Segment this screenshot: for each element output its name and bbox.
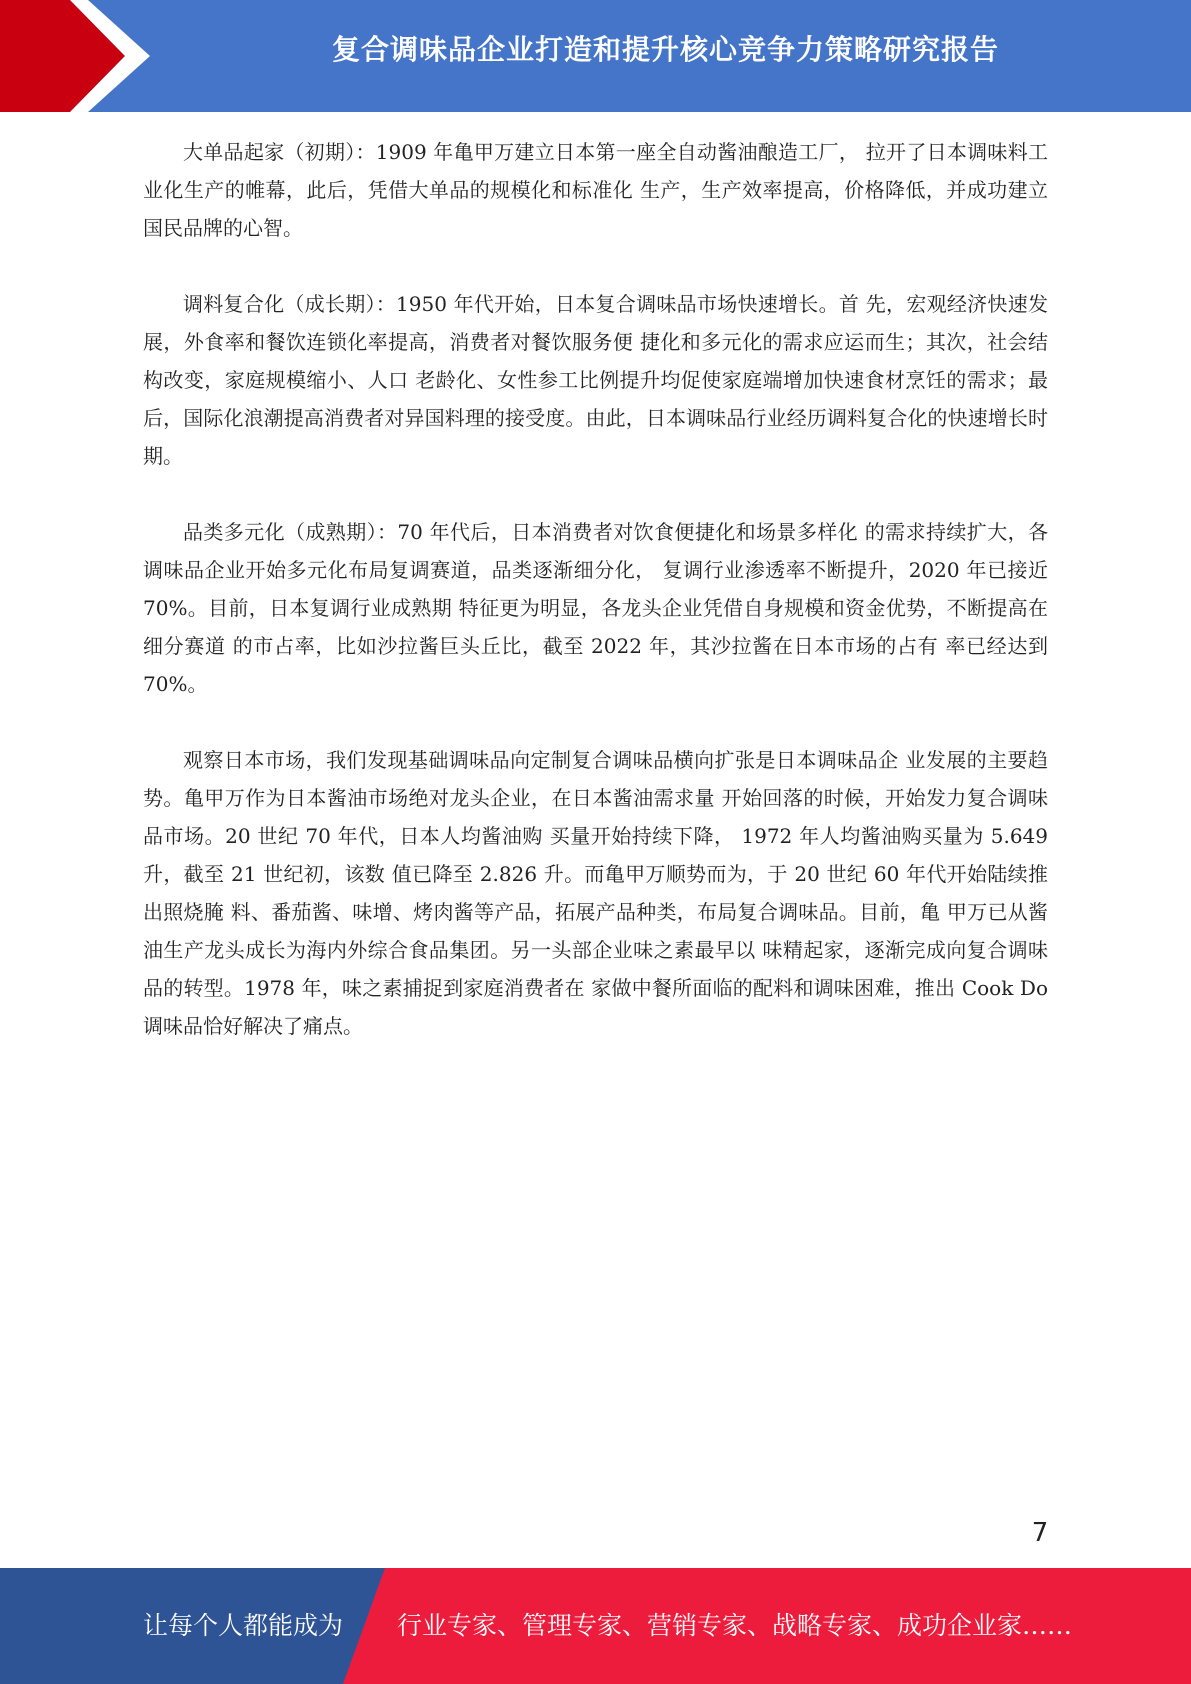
paragraph-japan-market: 观察日本市场，我们发现基础调味品向定制复合调味品横向扩张是日本调味品企 业发展的主要趋势。亀甲万作为日本酱油市场绝对龙头企业，在日本酱油需求量 开始回落的时候，开始发力复合调味品市场。20 世纪 70 年代，日本人均酱油购 买量开始持续下降， 1972 年人均酱油购买量为 5.649 升，截至 21 世纪初，该数 值已降至 2.826 升。而亀甲万顺势而为，于 20 世纪 60 年代开始陆续推出照烧腌 料、番茄酱、味增、烤肉酱等产品，拓展产品种类，布局复合调味品。目前，亀 甲万已从酱油生产龙头成长为海内外综合食品集团。另一头部企业味之素最早以 味精起家，逐渐完成向复合调味品的转型。1978 年，味之素捕捉到家庭消费者在 家做中餐所面临的配料和调味困难，推出 Cook Do 调味品恰好解决了痛点。 [143, 748, 1048, 1038]
header-arrow-decoration [0, 0, 160, 112]
paragraph-growth-stage: 调料复合化（成长期）：1950 年代开始，日本复合调味品市场快速增长。首 先，宏观经济快速发展，外食率和餐饮连锁化率提高，消费者对餐饮服务便 捷化和多元化的需求应运而生；其次，社会结构改变，家庭规模缩小、人口 老龄化、女性参工比例提升均促使家庭端增加快速食材烹饪的需求；最后，国际化浪潮提高消费者对异国料理的接受度。由此，日本调味品行业经历调料复合化的快速增长时期。 [143, 292, 1048, 468]
paragraph-mature-stage: 品类多元化（成熟期）：70 年代后，日本消费者对饮食便捷化和场景多样化 的需求持续扩大，各调味品企业开始多元化布局复调赛道，品类逐渐细分化， 复调行业渗透率不断提升，2020 年已接近 70%。目前，日本复调行业成熟期 特征更为明显，各龙头企业凭借自身规模和资金优势，不断提高在细分赛道 的市占率，比如沙拉酱巨头丘比，截至 2022 年，其沙拉酱在日本市场的占有 率已经达到 70%。 [143, 520, 1048, 696]
footer-slogan-left: 让每个人都能成为 [143, 1611, 344, 1640]
footer-slogan-right: 行业专家、管理专家、营销专家、战略专家、成功企业家…… [397, 1611, 1073, 1640]
header-title: 复合调味品企业打造和提升核心竞争力策略研究报告 [331, 33, 999, 66]
page-number: 7 [1031, 1518, 1049, 1548]
page-header [0, 0, 1191, 112]
document-body [143, 133, 1048, 1083]
paragraph-initial-stage: 大单品起家（初期）：1909 年亀甲万建立日本第一座全自动酱油酿造工厂， 拉开了日本调味料工业化生产的帷幕，此后，凭借大单品的规模化和标准化 生产，生产效率提高，价格降低，并成功建立国民品牌的心智。 [143, 140, 1048, 240]
page-footer [0, 1568, 1191, 1684]
